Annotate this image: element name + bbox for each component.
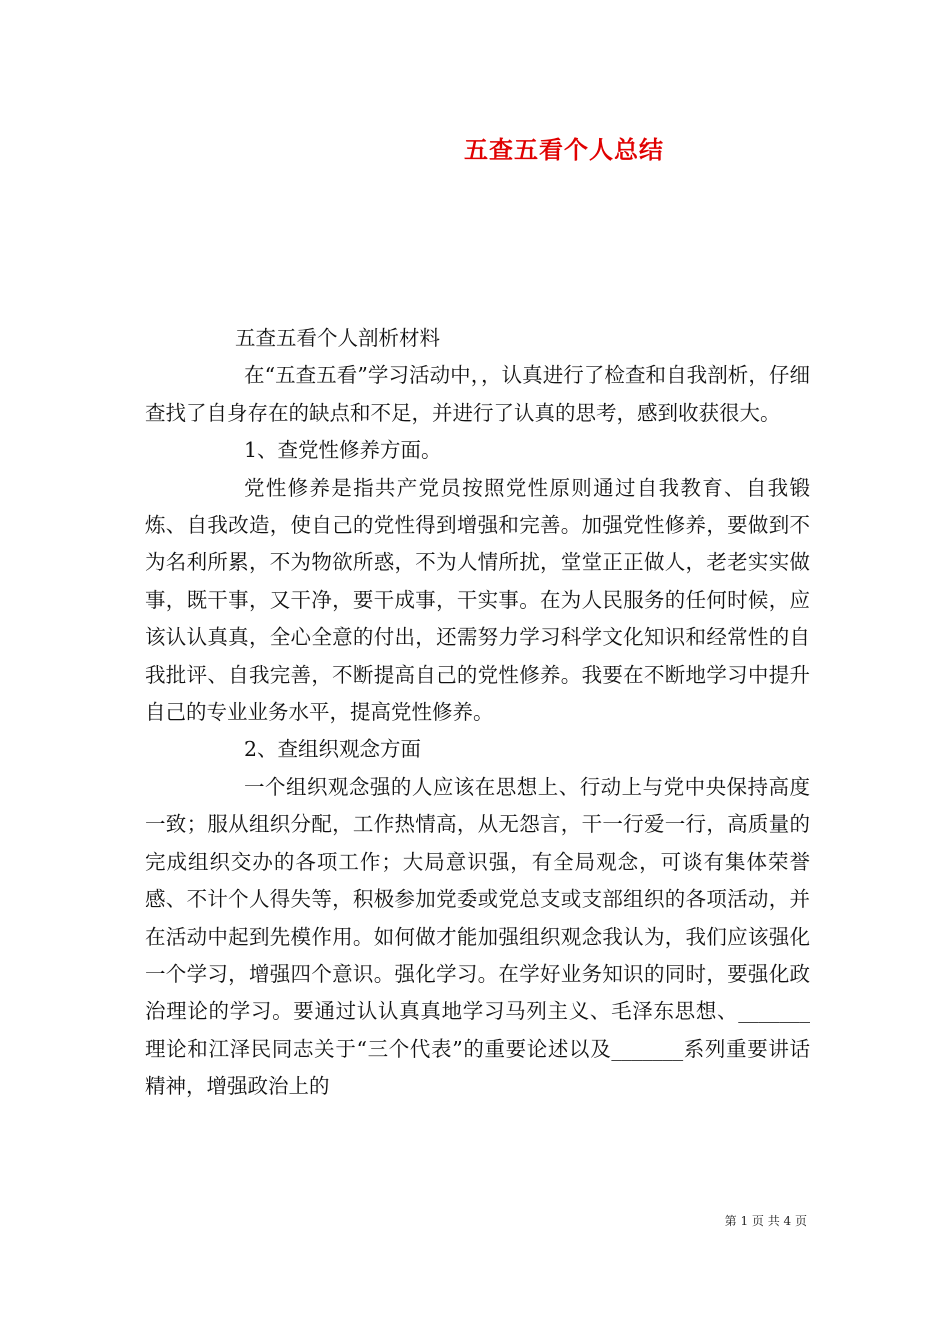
page-footer: 第 1 页 共 4 页 [724, 1214, 807, 1228]
paragraph-party-spirit: 党性修养是指共产党员按照党性原则通过自我教育、自我锻炼、自我改造，使自己的党性得到增强和完善。加强党性修养，要做到不为名利所累，不为物欲所惑，不为人情所扰，堂堂正正做人，老老实实做事，既干事，又干净，要干成事，干实事。在为人民服务的任何时候，应该认认真真，全心全意的付出，还需努力学习科学文化知识和经常性的自我批评、自我完善，不断提高自己的党性修养。我要在不断地学习中提升自己的专业业务水平，提高党性修养。 [145, 475, 810, 725]
document-title: 五查五看个人总结 [464, 135, 664, 164]
document-body [145, 320, 810, 1106]
section-heading-party-spirit: 1、查党性修养方面。 [244, 438, 442, 463]
paragraph-intro: 在“五查五看”学习活动中，，认真进行了检查和自我剖析，仔细查找了自身存在的缺点和不足，并进行了认真的思考，感到收获很大。 [145, 363, 810, 425]
section-heading-organization: 2、查组织观念方面 [244, 737, 422, 762]
document-subtitle: 五查五看个人剖析材料 [235, 326, 440, 350]
paragraph-organization: 一个组织观念强的人应该在思想上、行动上与党中央保持高度一致；服从组织分配，工作热情高，从无怨言，干一行爱一行，高质量的完成组织交办的各项工作；大局意识强，有全局观念，可谈有集体荣誉感、不计个人得失等，积极参加党委或党总支或支部组织的各项活动，并在活动中起到先模作用。如何做才能加强组织观念我认为，我们应该强化一个学习，增强四个意识。强化学习。在学好业务知识的同时，要强化政治理论的学习。要通过认认真真地学习马列主义、毛泽东思想、_______理论和江泽民同志关于“三个代表”的重要论述以及_______系列重要讲话精神，增强政治上的 [145, 774, 810, 1099]
